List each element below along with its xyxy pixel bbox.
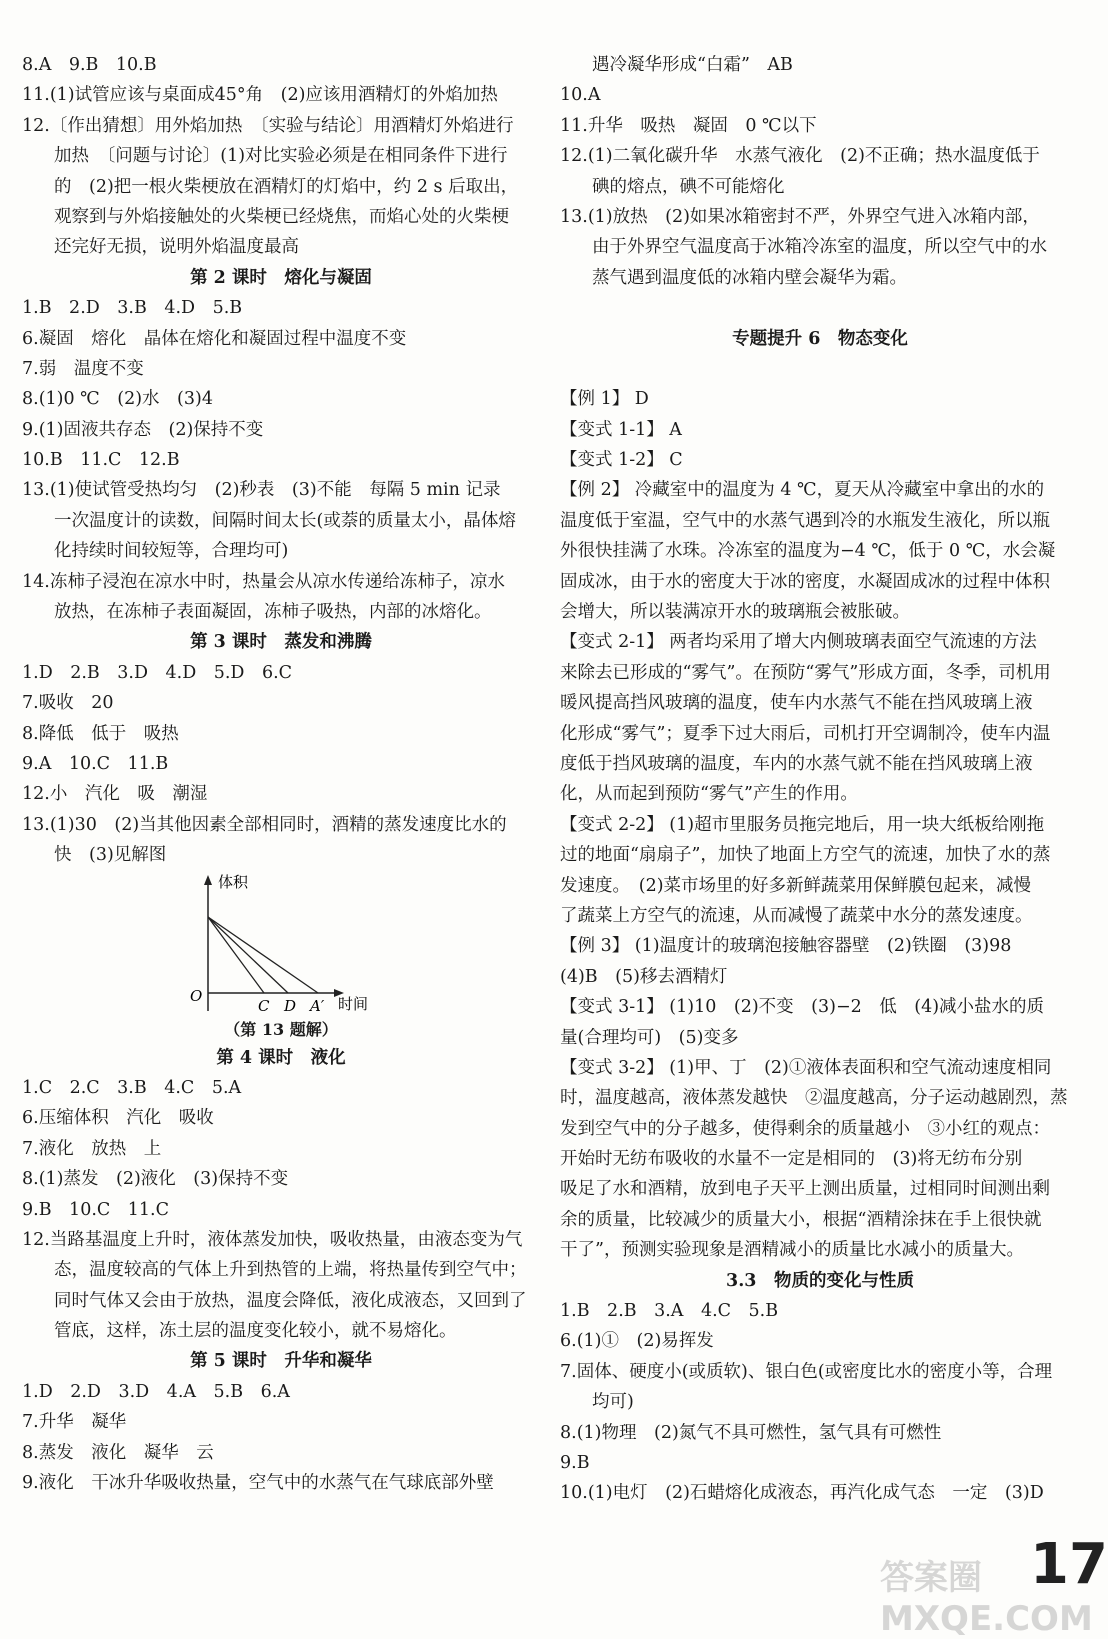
answer-line: 9.(1)固液共存态 (2)保持不变 — [22, 419, 264, 440]
section-heading: 第 5 课时 升华和凝华 — [190, 1351, 372, 1372]
answer-line: 10.B 11.C 12.B — [22, 450, 180, 471]
answer-line: 8.(1)0 ℃ (2)水 (3)4 — [22, 389, 213, 410]
answer-line: 过的地面“扇扇子”，加快了地面上方空气的流速，加快了水的蒸 — [560, 845, 1051, 866]
line-D — [208, 917, 288, 993]
evaporation-graph — [22, 871, 540, 1017]
answer-line: 9.A 10.C 11.B — [22, 753, 169, 774]
page-number: 17 — [1030, 1532, 1108, 1597]
point-label-D: D — [284, 996, 297, 1015]
answer-line: 快 (3)见解图 — [54, 845, 167, 866]
watermark: 答案圈 MXQE.COM — [880, 1558, 1093, 1639]
line-C — [208, 917, 264, 993]
section-heading: 第 4 课时 液化 — [216, 1047, 346, 1068]
answer-line: 8.(1)蒸发 (2)液化 (3)保持不变 — [22, 1169, 289, 1190]
answer-line: 开始时无纺布吸收的水量不一定是相同的 (3)将无纺布分别 — [560, 1149, 1023, 1170]
answer-line: 1.C 2.C 3.B 4.C 5.A — [22, 1077, 242, 1098]
y-axis-label: 体积 — [218, 872, 249, 891]
answer-line: 13.(1)放热 (2)如果冰箱密封不严，外界空气进入冰箱内部， — [560, 206, 1040, 227]
answer-line: 干了”，预测实验现象是酒精减小的质量比水减小的质量大。 — [560, 1240, 1024, 1261]
answer-line: 暖风提高挡风玻璃的温度，使车内水蒸气不能在挡风玻璃上液 — [560, 693, 1033, 714]
answer-line: 1.B 2.D 3.B 4.D 5.B — [22, 298, 243, 319]
answer-line: 【例 3】 (1)温度计的玻璃泡接触容器壁 (2)铁圈 (3)98 — [560, 936, 1012, 957]
answer-line: 【例 1】 D — [560, 389, 649, 410]
answer-line: 1.D 2.B 3.D 4.D 5.D 6.C — [22, 662, 293, 683]
answer-line: 外很快挂满了水珠。冷冻室的温度为−4 ℃，低于 0 ℃，水会凝 — [560, 541, 1056, 562]
answer-line: 13.(1)使试管受热均匀 (2)秒表 (3)不能 每隔 5 min 记录 — [22, 480, 501, 501]
answer-line: 发到空气中的分子越多，使得剩余的质量越小 ③小红的观点： — [560, 1118, 1050, 1139]
answer-line: 9.B 10.C 11.C — [22, 1199, 169, 1220]
answer-line: 14.冻柿子浸泡在凉水中时，热量会从凉水传递给冻柿子，凉水 — [22, 571, 505, 592]
answer-line: 加热 〔问题与讨论〕(1)对比实验必须是在相同条件下进行 — [54, 146, 508, 167]
section-heading: 第 2 课时 熔化与凝固 — [190, 267, 372, 288]
answer-line: 的 (2)把一根火柴梗放在酒精灯的灯焰中，约 2 s 后取出， — [54, 176, 519, 197]
answer-line: 遇冷凝华形成“白霜” AB — [592, 55, 793, 75]
answer-line: 均可) — [592, 1392, 634, 1413]
answer-line: 7.液化 放热 上 — [22, 1138, 162, 1159]
x-axis-label: 时间 — [338, 994, 368, 1013]
answer-line: 来除去已形成的“雾气”。在预防“雾气”形成方面，冬季，司机用 — [560, 662, 1051, 683]
answer-line: 固成冰，由于水的密度大于冰的密度，水凝固成冰的过程中体积 — [560, 571, 1050, 592]
answer-line: 【变式 2-1】 两者均采用了增大内侧玻璃表面空气流速的方法 — [560, 632, 1037, 653]
answer-line: 【变式 2-2】 (1)超市里服务员拖完地后，用一块大纸板给刚拖 — [560, 814, 1045, 835]
line-A — [208, 917, 318, 993]
answer-line: 6.压缩体积 汽化 吸收 — [22, 1108, 214, 1129]
answer-line: 12.当路基温度上升时，液体蒸发加快，吸收热量，由液态变为气 — [22, 1229, 523, 1250]
answer-line — [560, 293, 1080, 323]
origin-label: O — [190, 986, 203, 1005]
answer-line: 时，温度越高，液体蒸发越快 ②温度越高，分子运动越剧烈，蒸 — [560, 1088, 1068, 1109]
answer-line: 了蔬菜上方空气的流速，从而减慢了蔬菜中水分的蒸发速度。 — [560, 905, 1033, 926]
answer-line: 化持续时间较短等，合理均可) — [54, 541, 289, 562]
answer-line: 12.小 汽化 吸 潮湿 — [22, 784, 208, 805]
answer-line: 由于外界空气温度高于冰箱冷冻室的温度，所以空气中的水 — [592, 237, 1047, 258]
answer-line: 态，温度较高的气体上升到热管的上端，将热量传到空气中； — [54, 1260, 527, 1281]
section-heading: 专题提升 6 物态变化 — [732, 328, 908, 349]
answer-line: 8.A 9.B 10.B — [22, 55, 157, 75]
point-label-A: A′ — [310, 996, 325, 1015]
answer-line: 化形成“雾气”；夏季下过大雨后，司机打开空调制冷，使车内温 — [560, 723, 1051, 744]
section-heading: 第 3 课时 蒸发和沸腾 — [190, 632, 372, 653]
answer-line: 8.降低 低于 吸热 — [22, 723, 179, 744]
answer-line: 蒸气遇到温度低的冰箱内壁会凝华为霜。 — [592, 267, 907, 288]
left-column — [22, 50, 540, 1498]
answer-line: 1.B 2.B 3.A 4.C 5.B — [560, 1301, 779, 1322]
answer-line: 1.D 2.D 3.D 4.A 5.B 6.A — [22, 1381, 290, 1402]
answer-line: 【变式 3-2】 (1)甲、丁 (2)①液体表面积和空气流动速度相同 — [560, 1057, 1052, 1078]
answer-line: 11.升华 吸热 凝固 0 ℃以下 — [560, 115, 817, 136]
answer-line: 11.(1)试管应该与桌面成45°角 (2)应该用酒精灯的外焰加热 — [22, 85, 498, 106]
answer-line: 【变式 1-1】 A — [560, 419, 682, 440]
answer-line: 7.吸收 20 — [22, 693, 114, 714]
answer-line: 7.弱 温度不变 — [22, 358, 144, 379]
right-column — [560, 50, 1080, 1509]
answer-line: (4)B (5)移去酒精灯 — [560, 966, 728, 987]
answer-line: 10.A — [560, 85, 601, 106]
answer-line — [560, 354, 1080, 384]
answer-line: 碘的熔点，碘不可能熔化 — [592, 176, 785, 197]
answer-line: 12.(1)二氧化碳升华 水蒸气液化 (2)不正确；热水温度低于 — [560, 146, 1040, 167]
answer-line: 观察到与外焰接触处的火柴梗已经烧焦，而焰心处的火柴梗 — [54, 206, 509, 227]
answer-line: 还完好无损，说明外焰温度最高 — [54, 237, 299, 258]
answer-line: 温度低于室温，空气中的水蒸气遇到冷的水瓶发生液化，所以瓶 — [560, 510, 1050, 531]
answer-line: 10.(1)电灯 (2)石蜡熔化成液态，再汽化成气态 一定 (3)D — [560, 1483, 1044, 1504]
answer-line: 【变式 1-2】 C — [560, 450, 683, 471]
section-heading: 3.3 物质的变化与性质 — [726, 1270, 914, 1291]
answer-line: 6.(1)① (2)易挥发 — [560, 1331, 714, 1352]
answer-line: 9.B — [560, 1452, 590, 1473]
answer-line: 发速度。 (2)菜市场里的好多新鲜蔬菜用保鲜膜包起来，减慢 — [560, 875, 1032, 896]
answer-line: 12.〔作出猜想〕用外焰加热 〔实验与结论〕用酒精灯外焰进行 — [22, 115, 514, 136]
answer-line: 9.液化 干冰升华吸收热量，空气中的水蒸气在气球底部外壁 — [22, 1473, 494, 1494]
graph-caption: （第 13 题解） — [224, 1019, 338, 1039]
answer-line: 【例 2】 冷藏室中的温度为 4 ℃，夏天从冷藏室中拿出的水的 — [560, 480, 1045, 501]
answer-line: 同时气体又会由于放热，温度会降低，液化成液态，又回到了 — [54, 1290, 527, 1311]
answer-line: 放热，在冻柿子表面凝固，冻柿子吸热，内部的冰熔化。 — [54, 602, 492, 623]
answer-line: 吸足了水和酒精，放到电子天平上测出质量，过相同时间测出剩 — [560, 1179, 1050, 1200]
answer-line: 会增大，所以装满凉开水的玻璃瓶会被胀破。 — [560, 602, 910, 623]
answer-line: 7.固体、硬度小(或质软)、银白色(或密度比水的密度小等，合理 — [560, 1361, 1053, 1382]
answer-line: 13.(1)30 (2)当其他因素全部相同时，酒精的蒸发速度比水的 — [22, 814, 507, 835]
answer-line: 余的质量，比较减少的质量大小，根据“酒精涂抹在手上很快就 — [560, 1209, 1042, 1230]
y-axis-arrow — [204, 875, 212, 885]
answer-line: 度低于挡风玻璃的温度，车内的水蒸气就不能在挡风玻璃上液 — [560, 753, 1033, 774]
answer-line: 7.升华 凝华 — [22, 1412, 127, 1433]
answer-line: 一次温度计的读数，间隔时间太长(或萘的质量太小，晶体熔 — [54, 510, 516, 531]
answer-line: 8.(1)物理 (2)氮气不具可燃性，氢气具有可燃性 — [560, 1422, 942, 1443]
answer-line: 量(合理均可) (5)变多 — [560, 1027, 739, 1048]
answer-line: 【变式 3-1】 (1)10 (2)不变 (3)−2 低 (4)减小盐水的质 — [560, 997, 1045, 1018]
answer-line: 管底，这样，冻土层的温度变化较小，就不易熔化。 — [54, 1321, 457, 1342]
answer-line: 8.蒸发 液化 凝华 云 — [22, 1442, 214, 1463]
answer-line: 化，从而起到预防“雾气”产生的作用。 — [560, 784, 858, 805]
point-label-C: C — [258, 996, 270, 1015]
answer-line: 6.凝固 熔化 晶体在熔化和凝固过程中温度不变 — [22, 328, 407, 349]
